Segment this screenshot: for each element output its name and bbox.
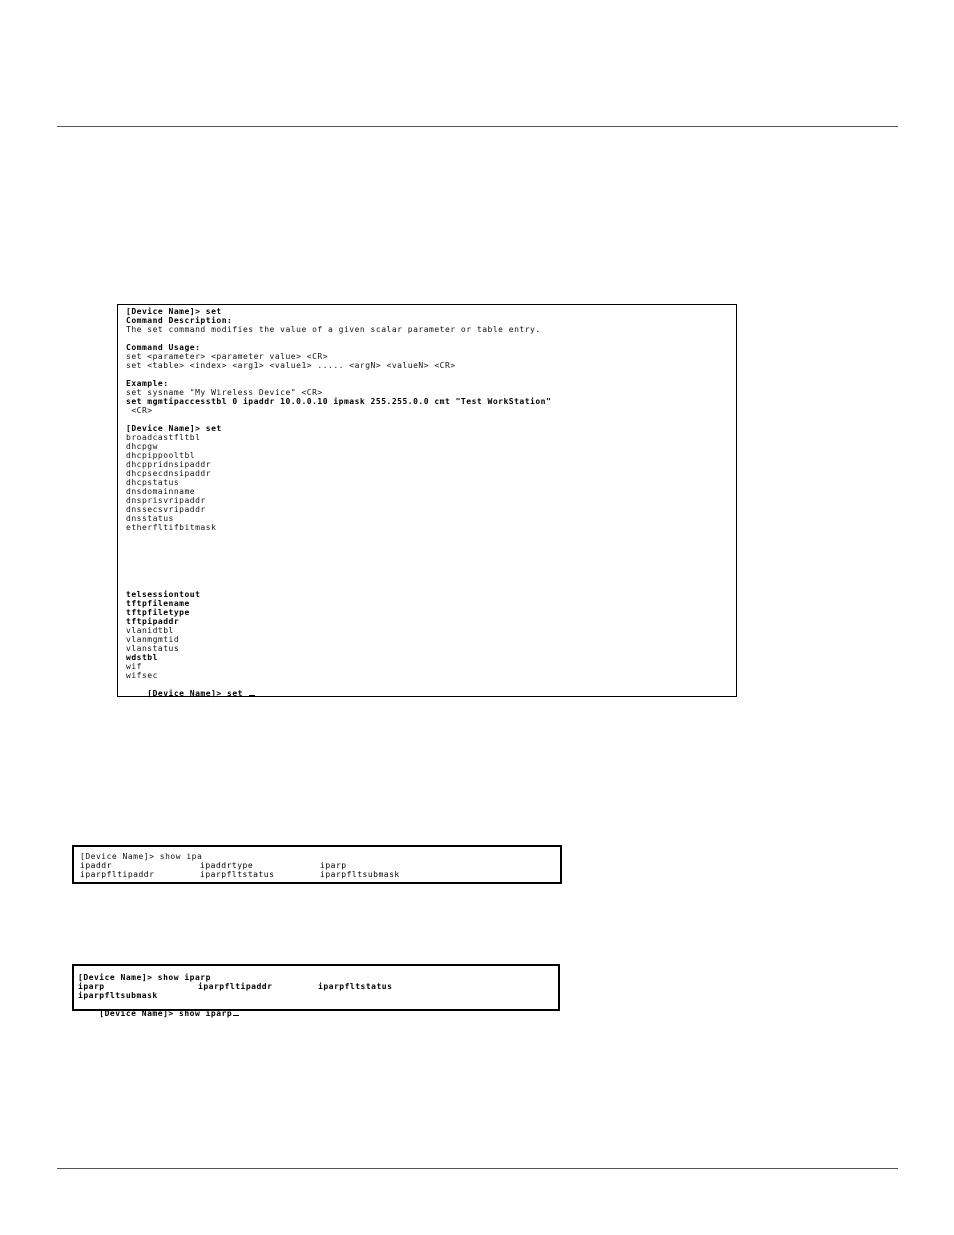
set-console-tail-line: tftpfilename [126,599,190,608]
set-console-line: dnsdomainname [126,487,196,496]
set-console-line: dhcpsecdnsipaddr [126,469,212,478]
set-console-tail-line: telsessiontout [126,590,201,599]
set-console-tail-line: vlanmgmtid [126,635,180,644]
set-console-line: <CR> [126,406,153,415]
set-console-line: dnsprisvripaddr [126,496,206,505]
cursor-icon [233,1015,239,1016]
set-console-line: dhcppridnsipaddr [126,460,212,469]
iparp-row2-col1: iparpfltsubmask [78,991,158,1000]
ipa-command-line: [Device Name]> show ipa [80,852,203,861]
show-iparp-console [72,964,560,1018]
set-console-tail-line: wifsec [126,671,158,680]
show-ipa-console [72,845,562,884]
set-command-console [117,304,737,697]
set-console-tail-line: tftpipaddr [126,617,180,626]
set-console-line: dhcpgw [126,442,158,451]
set-console-line: broadcastfltbl [126,433,201,442]
set-console-line: dnssecsvripaddr [126,505,206,514]
set-prompt-line [126,680,255,698]
set-console-line: etherfltifbitmask [126,523,217,532]
set-console-line: set mgmtipaccesstbl 0 ipaddr 10.0.0.10 ipmask 255.255.0.0 cmt "Test WorkStation" [126,397,552,406]
set-prompt-text: [Device Name]> set [147,689,249,698]
set-console-line: Command Description: [126,316,233,325]
set-console-line: set <parameter> <parameter value> <CR> [126,352,329,361]
ipa-row1-col2: ipaddrtype [200,861,254,870]
iparp-prompt-text: [Device Name]> show iparp [99,1009,233,1018]
iparp-row1-col1: iparp [78,982,105,991]
set-console-line: set <table> <index> <arg1> <value1> ..... <argN> <valueN> <CR> [126,361,456,370]
set-console-line: Example: [126,379,169,388]
set-console-tail-line: wif [126,662,142,671]
cursor-icon [249,695,255,696]
ipa-row2-col2: iparpfltstatus [200,870,275,879]
ipa-row1-col3: iparp [320,861,347,870]
set-console-line: The set command modifies the value of a given scalar parameter or table entry. [126,325,541,334]
set-console-line: [Device Name]> set [126,307,222,316]
iparp-row1-col3: iparpfltstatus [318,982,393,991]
set-console-tail-line: vlanstatus [126,644,180,653]
set-console-line: Command Usage: [126,343,201,352]
iparp-command-line: [Device Name]> show iparp [78,973,211,982]
set-console-line: dnsstatus [126,514,174,523]
ipa-row2-col3: iparpfltsubmask [320,870,400,879]
set-console-tail-line: wdstbl [126,653,158,662]
set-console-line: dhcpstatus [126,478,180,487]
header-rule [57,126,898,127]
ipa-row1-col1: ipaddr [80,861,112,870]
iparp-prompt-line [78,1000,239,1018]
set-console-tail-line: vlanidtbl [126,626,174,635]
set-console-line: set sysname "My Wireless Device" <CR> [126,388,323,397]
set-console-line: [Device Name]> set [126,424,222,433]
set-console-line: dhcpippooltbl [126,451,196,460]
footer-rule [57,1168,898,1169]
ipa-row2-col1: iparpfltipaddr [80,870,155,879]
iparp-row1-col2: iparpfltipaddr [198,982,273,991]
set-console-tail-line: tftpfiletype [126,608,190,617]
